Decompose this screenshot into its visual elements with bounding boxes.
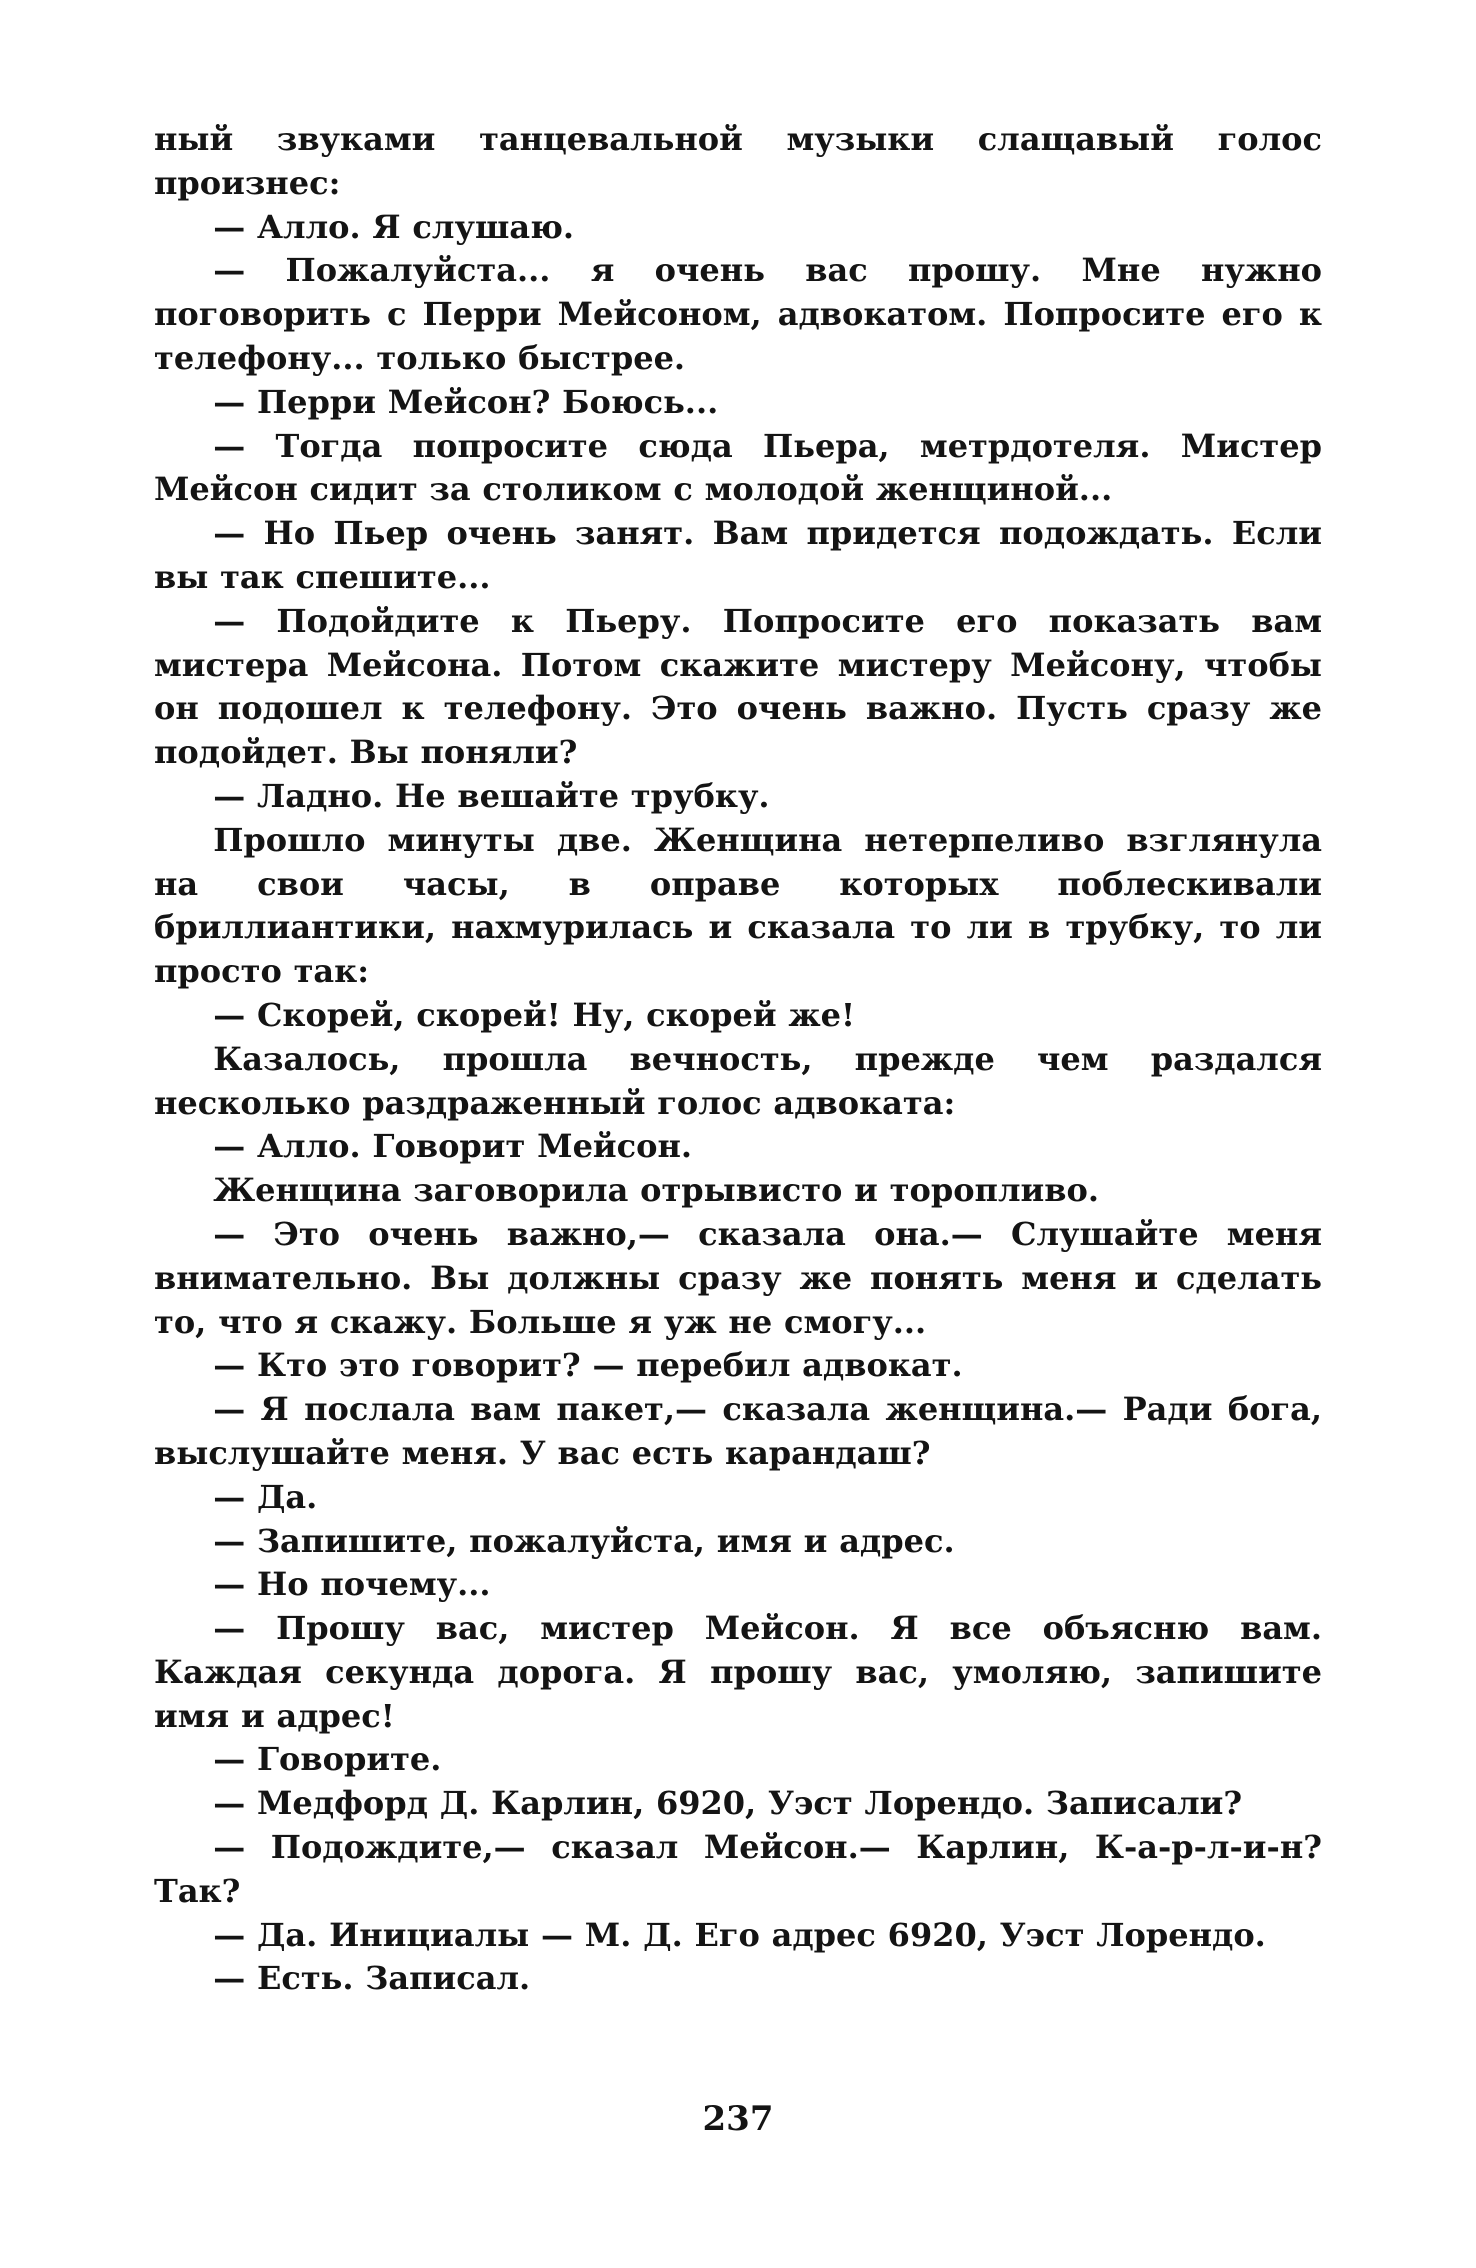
paragraph-24: — Да. Инициалы — М. Д. Его адрес 6920, Уэст Лорендо. xyxy=(213,1915,1266,1954)
paragraph-15: — Кто это говорит? — перебил адвокат. xyxy=(213,1346,963,1385)
paragraph-10: — Скорей, скорей! Ну, скорей же! xyxy=(213,995,856,1034)
paragraph-13: Женщина заговорила отрывисто и торопливо. xyxy=(213,1171,1099,1210)
page-number: 237 xyxy=(702,2099,774,2139)
paragraph-19: — Но почему... xyxy=(213,1565,491,1604)
paragraph-9: Прошло минуты две. Женщина нетерпеливо взглянула на свои часы, в оправе которых поблескивали бриллиантики, нахмурилась и сказала то ли в трубку, то ли просто так: xyxy=(154,820,1322,991)
paragraph-12: — Алло. Говорит Мейсон. xyxy=(213,1127,693,1166)
paragraph-21: — Говорите. xyxy=(213,1740,442,1779)
paragraph-5: — Тогда попросите сюда Пьера, метрдотеля. Мистер Мейсон сидит за столиком с молодой женщиной... xyxy=(154,426,1322,509)
paragraph-4: — Перри Мейсон? Боюсь... xyxy=(213,382,719,421)
page-text-body xyxy=(154,118,1322,2001)
paragraph-16: — Я послала вам пакет,— сказала женщина.— Ради бога, выслушайте меня. У вас есть карандаш? xyxy=(154,1390,1322,1472)
paragraph-20: — Прошу вас, мистер Мейсон. Я все объясню вам. Каждая секунда дорога. Я прошу вас, умоляю, запишите имя и адрес! xyxy=(154,1609,1322,1735)
paragraph-18: — Запишите, пожалуйста, имя и адрес. xyxy=(213,1521,955,1560)
paragraph-2: — Алло. Я слушаю. xyxy=(213,207,575,246)
paragraph-6: — Но Пьер очень занят. Вам придется подождать. Если вы так спешите... xyxy=(154,514,1322,596)
paragraph-1: ный звуками танцевальной музыки слащавый голос произнес: xyxy=(154,120,1322,202)
paragraph-14: — Это очень важно,— сказала она.— Слушайте меня внимательно. Вы должны сразу же понять меня и сделать то, что я скажу. Больше я уж не смогу... xyxy=(154,1214,1322,1341)
book-page xyxy=(154,118,1322,2248)
paragraph-23: — Подождите,— сказал Мейсон.— Карлин, К-а-р-л-и-н? Так? xyxy=(154,1828,1322,1910)
paragraph-3: — Пожалуйста... я очень вас прошу. Мне нужно поговорить с Перри Мейсоном, адвокатом. Попросите его к телефону... только быстрее. xyxy=(154,251,1322,377)
paragraph-8: — Ладно. Не вешайте трубку. xyxy=(213,776,770,815)
paragraph-7: — Подойдите к Пьеру. Попросите его показать вам мистера Мейсона. Потом скажите мистеру Мейсону, чтобы он подошел к телефону. Это очень важно. Пусть сразу же подойдет. Вы поняли? xyxy=(154,601,1322,772)
paragraph-11: Казалось, прошла вечность, прежде чем раздался несколько раздраженный голос адвоката: xyxy=(154,1039,1322,1122)
paragraph-17: — Да. xyxy=(213,1477,318,1516)
paragraph-25: — Есть. Записал. xyxy=(213,1959,531,1998)
paragraph-22: — Медфорд Д. Карлин, 6920, Уэст Лорендо. Записали? xyxy=(213,1784,1243,1823)
